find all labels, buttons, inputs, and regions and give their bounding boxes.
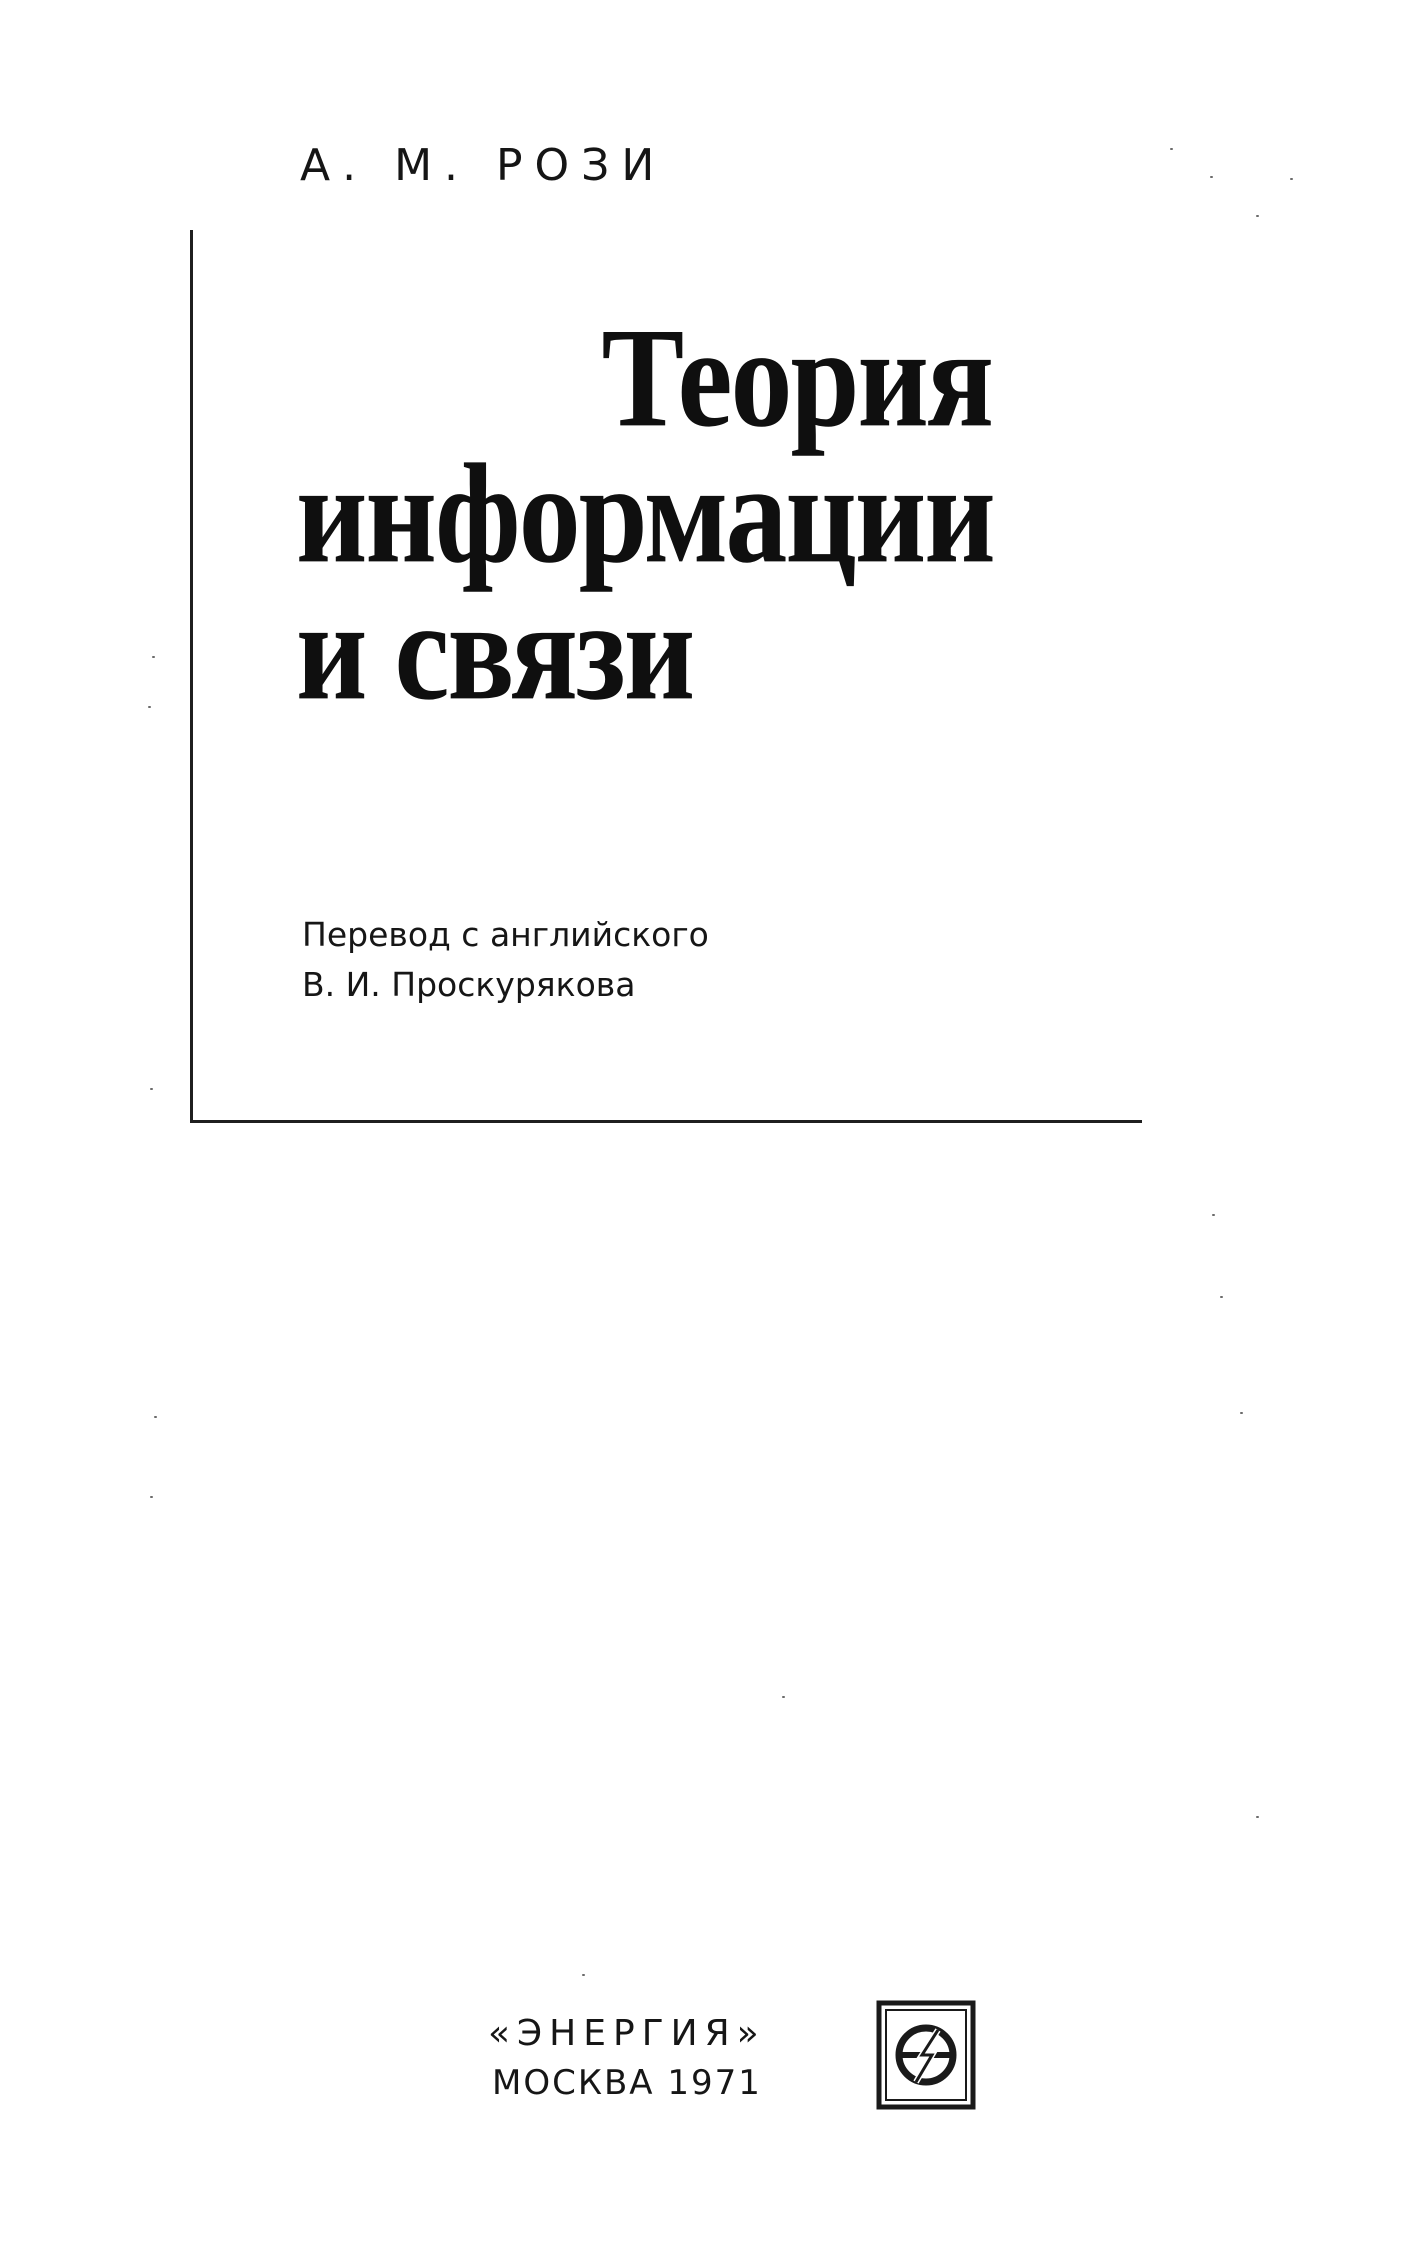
translation-credit [302, 910, 709, 1010]
scan-speck [1290, 178, 1293, 180]
publisher-imprint [488, 2010, 766, 2108]
scan-speck [150, 1088, 153, 1090]
scan-speck [152, 656, 155, 658]
frame-horizontal-rule [190, 1120, 1142, 1123]
frame-vertical-rule [190, 230, 193, 1120]
author-name: А. М. РОЗИ [300, 140, 667, 191]
translation-line-2: В. И. Проскурякова [302, 965, 636, 1004]
energiya-publisher-logo-icon [876, 2000, 976, 2110]
book-title [296, 298, 1016, 730]
translation-line-1: Перевод с английского [302, 915, 709, 954]
scan-speck [1240, 1412, 1243, 1414]
publisher-city-year: МОСКВА 1971 [492, 2063, 762, 2103]
publisher-name: «ЭНЕРГИЯ» [488, 2013, 766, 2054]
scan-speck [1256, 1816, 1259, 1818]
scan-speck [150, 1496, 153, 1498]
title-line-3: и связи [296, 571, 694, 730]
scan-speck [1210, 176, 1213, 178]
scan-speck [1212, 1214, 1215, 1216]
title-line-1: Теория [601, 298, 992, 457]
title-line-2: информации [296, 435, 994, 593]
scan-speck [782, 1696, 785, 1698]
scan-speck [1170, 148, 1173, 150]
scan-speck [148, 706, 151, 708]
scan-speck [154, 1416, 157, 1418]
scan-speck [1256, 215, 1259, 217]
scan-speck [582, 1974, 585, 1976]
scan-speck [1220, 1296, 1223, 1298]
